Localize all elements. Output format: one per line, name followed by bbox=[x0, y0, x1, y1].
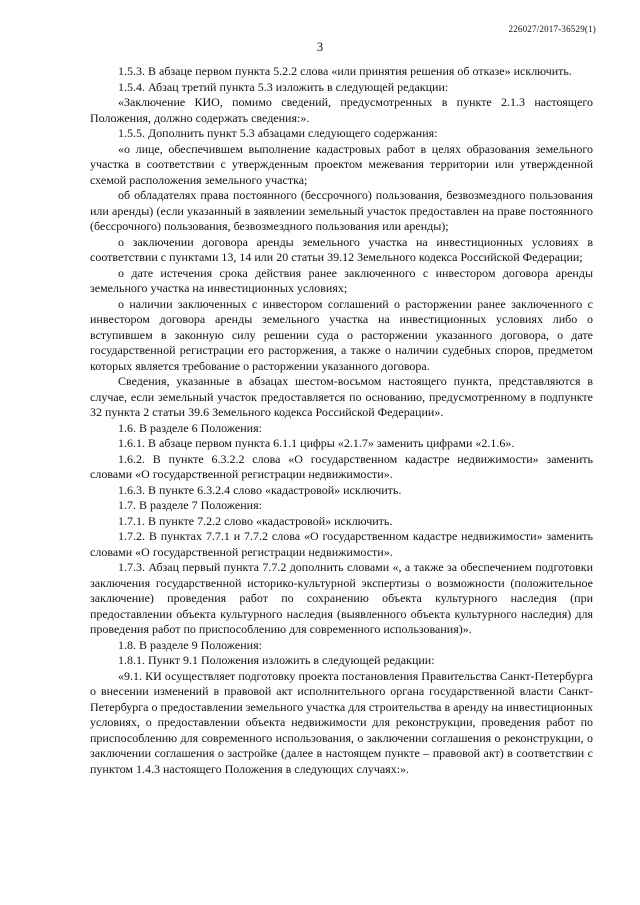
paragraph: «9.1. КИ осуществляет подготовку проекта постановления Правительства Санкт-Петербурга о внесении изменений в правовой акт исполнительного органа государственной власти Санкт-Петербурга о предоставлении земельного участка для строительства в аренду на инвестиционных условиях, о предоставлении объекта недвижимости для реконструкции, проведения работ по приспособлению для современного использования, о заключении соглашения о реконструкции, о заключении соглашения о застройке (далее в настоящем пункте – правовой акт) в соответствии с пунктом 1.4.3 настоящего Положения в следующих случаях:». bbox=[90, 668, 593, 776]
paragraph: 1.7.3. Абзац первый пункта 7.7.2 дополнить словами «, а также за обеспечением подготовки заключения государственной историко-культурной экспертизы о возможности (положительное заключение) проведения работ по сохранению объекта культурного наследия (при предоставлении объекта культурного наследия (выявленного объекта культурного наследия) для проведения работ по приспособлению для современного использования)». bbox=[90, 560, 593, 636]
paragraph: 1.5.4. Абзац третий пункта 5.3 изложить в следующей редакции: bbox=[118, 79, 449, 94]
paragraph: о заключении договора аренды земельного участка на инвестиционных условиях в соответствии с пунктами 13, 14 или 20 статьи 39.12 Земельного кодекса Российской Федерации; bbox=[90, 234, 593, 264]
paragraph: 1.7.2. В пунктах 7.7.1 и 7.7.2 слова «О государственном кадастре недвижимости» заменить словами «О государственной регистрации недвижимости». bbox=[90, 529, 593, 559]
page-number: 3 bbox=[316, 40, 324, 54]
paragraph: о наличии заключенных с инвестором соглашений о расторжении ранее заключенного с инвестором договора аренды земельного участка на инвестиционных условиях либо о вступившем в законную силу решении суда о расторжении указанного договора, о дате государственной регистрации его расторжения, а также о наличии судебных споров, предметом которых является требование о расторжении указанного договора. bbox=[90, 296, 593, 373]
paragraph: 1.5.5. Дополнить пункт 5.3 абзацами следующего содержания: bbox=[118, 126, 438, 140]
paragraph: об обладателях права постоянного (бессрочного) пользования, безвозмездного пользования или аренды) (если указанный в заявлении земельный участок предоставлен на праве постоянного (бессрочного) пользования, безвозмездного пользования или аренды); bbox=[90, 188, 593, 233]
paragraph: 1.6.3. В пункте 6.3.2.4 слово «кадастровой» исключить. bbox=[118, 482, 402, 497]
paragraph: 1.6.1. В абзаце первом пункта 6.1.1 цифры «2.1.7» заменить цифрами «2.1.6». bbox=[118, 436, 515, 450]
document-body bbox=[90, 64, 593, 777]
paragraph: о дате истечения срока действия ранее заключенного с инвестором договора аренды земельного участка на инвестиционных условиях; bbox=[90, 265, 593, 295]
paragraph: 1.8. В разделе 9 Положения: bbox=[118, 637, 262, 652]
paragraph: 1.5.3. В абзаце первом пункта 5.2.2 слова «или принятия решения об отказе» исключить. bbox=[118, 64, 572, 78]
paragraph: 1.7. В разделе 7 Положения: bbox=[118, 498, 262, 512]
paragraph: Сведения, указанные в абзацах шестом-восьмом настоящего пункта, представляются в случае, если земельный участок предоставляется по основанию, предусмотренному в подпункте 32 пункта 2 статьи 39.6 Земельного кодекса Российской Федерации». bbox=[90, 374, 593, 419]
paragraph: 1.8.1. Пункт 9.1 Положения изложить в следующей редакции: bbox=[118, 653, 435, 667]
paragraph: «о лице, обеспечившем выполнение кадастровых работ в целях образования земельного участка в соответствии с утвержденным проектом межевания территории или утвержденной схемой расположения земельного участка; bbox=[90, 141, 593, 187]
document-number: 226027/2017-36529(1) bbox=[508, 24, 596, 34]
paragraph: 1.6. В разделе 6 Положения: bbox=[118, 420, 262, 435]
paragraph: «Заключение КИО, помимо сведений, предусмотренных в пункте 2.1.3 настоящего Положения, должно содержать сведения:». bbox=[90, 95, 593, 125]
paragraph: 1.7.1. В пункте 7.2.2 слово «кадастровой» исключить. bbox=[118, 513, 393, 528]
paragraph: 1.6.2. В пункте 6.3.2.2 слова «О государственном кадастре недвижимости» заменить словами «О государственной регистрации недвижимости». bbox=[90, 451, 593, 481]
